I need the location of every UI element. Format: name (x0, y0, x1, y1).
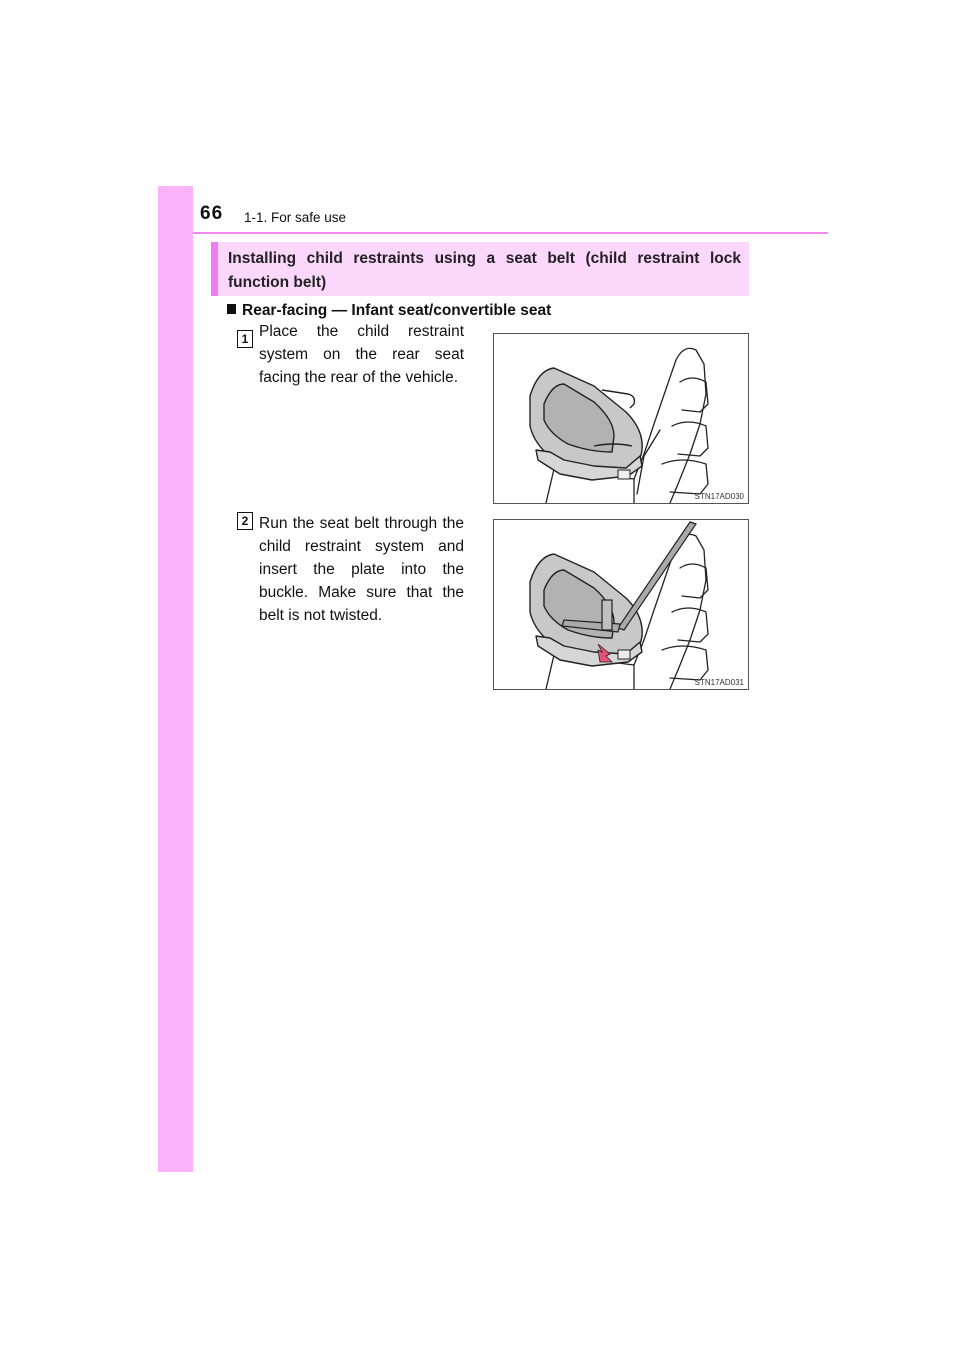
title-box (211, 242, 749, 296)
child-seat-placement-illustration (494, 334, 748, 503)
page-number: 66 (200, 203, 224, 224)
step-text-2: Run the seat belt through the child restraint system and insert the plate into the buckle. Make sure that the belt is not twisted. (259, 515, 464, 624)
section-title: 1-1. For safe use (244, 210, 347, 225)
figure-code-2: STN17AD031 (694, 678, 744, 687)
square-bullet-icon (227, 304, 236, 314)
step-text-1: Place the child restraint system on the rear seat facing the rear of the vehicle. (259, 323, 464, 386)
seat-belt-routing-illustration (494, 520, 748, 689)
subheading-text: Rear-facing — Infant seat/convertible seat (242, 302, 552, 319)
figure-code-1: STN17AD030 (694, 492, 744, 501)
step-number-2: 2 (237, 512, 253, 530)
side-band (158, 186, 193, 1172)
figure-step-1 (493, 333, 749, 504)
step-number-1: 1 (237, 330, 253, 348)
page-title: Installing child restraints using a seat belt (child restraint lock function belt) (228, 250, 741, 291)
header-rule (193, 232, 828, 234)
figure-step-2 (493, 519, 749, 690)
subheading (227, 302, 551, 320)
